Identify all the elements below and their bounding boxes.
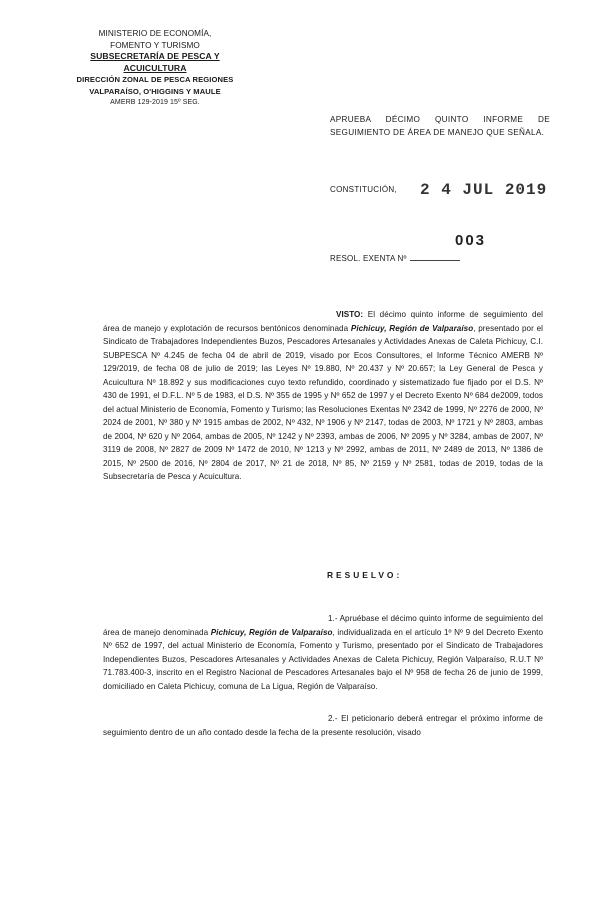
subsecretaria-line: SUBSECRETARÍA DE PESCA Y ACUICULTURA <box>90 51 220 73</box>
date-stamp: 2 4 JUL 2019 <box>420 181 548 199</box>
point2-text: 2.- El peticionario deberá entregar el próximo informe de seguimiento dentro de un año contado desde la fecha de la presente resolución, visado <box>103 714 543 737</box>
resolution-point-1 <box>103 612 543 693</box>
point1-text-a: 1.- Apruébase el décimo quinto informe de seguimiento del área de manejo denominada <box>103 614 543 637</box>
letterhead <box>60 28 250 109</box>
visto-area-name: Pichicuy, Región de Valparaíso <box>350 323 474 333</box>
document-subject: APRUEBA DÉCIMO QUINTO INFORME DE SEGUIMIENTO DE ÁREA DE MANEJO QUE SEÑALA. <box>330 115 550 137</box>
visto-text-b: , presentado por el Sindicato de Trabajadores Independientes Buzos, Pescadores Artesanales y Actividades Anexas de Caleta Pichicuy, C.I. SUBPESCA Nº 4.245 de fecha 04 de abril de 2019, visado por Ecos Consultores, el Informe Técnico AMERB Nº 129/2019, de fecha 08 de julio de 2019; las Leyes Nº 19.880, Nº 20.437 y Nº 20.657; la Ley General de Pesca y Acuicultura Nº 18.892 y sus modificaciones cuyo texto refundido, coordinado y sistematizado fue fijado por el D.S. Nº 430 de 1991, el D.F.L. Nº 5 de 1983, el D.S. Nº 355 de 1995 y Nº 652 de 1997 y el Decreto Exento Nº 684 de2009, todos del actual Ministerio de Economía, Fomento y Turismo; las Resoluciones Exentas Nº 2342 de 1999, Nº 2276 de 2000, Nº 2024 de 2001, Nº 380 y Nº 1915 ambas de 2002, Nº 432, Nº 1906 y Nº 2147, todas de 2003, Nº 1721 y Nº 2803, ambas de 2004, Nº 620 y Nº 2064, ambas de 2005, Nº 1242 y Nº 2393, ambas de 2006, Nº 2095 y Nº 3284, ambas de 2007, Nº 3119 de 2008, Nº 2827 de 2009 Nº 1472 de 2010, Nº 1213 y Nº 2992, ambas de 2011, Nº 2489 de 2013, Nº 1386 de 2015, Nº 2500 de 2016, Nº 2804 de 2017, Nº 21 de 2018, Nº 85, Nº 2159 y Nº 2581, todas de 2019, todas de la Subsecretaría de Pesca y Acuicultura. <box>103 323 543 481</box>
ministry-line: MINISTERIO DE ECONOMÍA, <box>98 29 212 38</box>
resolution-label-row <box>330 254 460 263</box>
resolution-number-line <box>410 260 460 261</box>
place-label: CONSTITUCIÓN, <box>330 185 398 194</box>
regions-line: VALPARAÍSO, O'HIGGINS Y MAULE <box>89 86 221 96</box>
amerb-reference: AMERB 129-2019 15º SEG. <box>110 99 200 106</box>
visto-paragraph <box>103 308 543 484</box>
visto-heading: VISTO: <box>336 310 364 319</box>
point1-text-b: , individualizada en el artículo 1º Nº 9 del Decreto Exento Nº 652 de 1997, del actual Ministerio de Economía, Fomento y Turismo, presentado por el Sindicato de Trabajadores Independientes Buzos, Pescadores Artesanales y Actividades Anexas de Caleta Pichicuy, Región Valparaíso, R.U.T Nº 71.783.400-3, inscrito en el Registro Nacional de Pescadores Artesanales bajo el Nº 958 de fecha 26 de junio de 1999, domiciliado en Caleta Pichicuy, comuna de La Ligua, Región de Valparaíso. <box>103 627 544 691</box>
zonal-direction-line: DIRECCIÓN ZONAL DE PESCA REGIONES <box>76 75 234 84</box>
resolution-point-2 <box>103 712 543 739</box>
resuelvo-heading: RESUELVO: <box>327 570 403 580</box>
ministry-line-2: FOMENTO Y TURISMO <box>110 40 200 50</box>
resolution-number: 003 <box>455 232 487 249</box>
visto-text-a: El décimo quinto informe de seguimiento del área de manejo y explotación de recursos bentónicos denominada <box>103 310 543 333</box>
point1-area-name: Pichicuy, Región de Valparaíso <box>210 627 333 637</box>
resolution-label: RESOL. EXENTA Nº <box>330 254 407 263</box>
